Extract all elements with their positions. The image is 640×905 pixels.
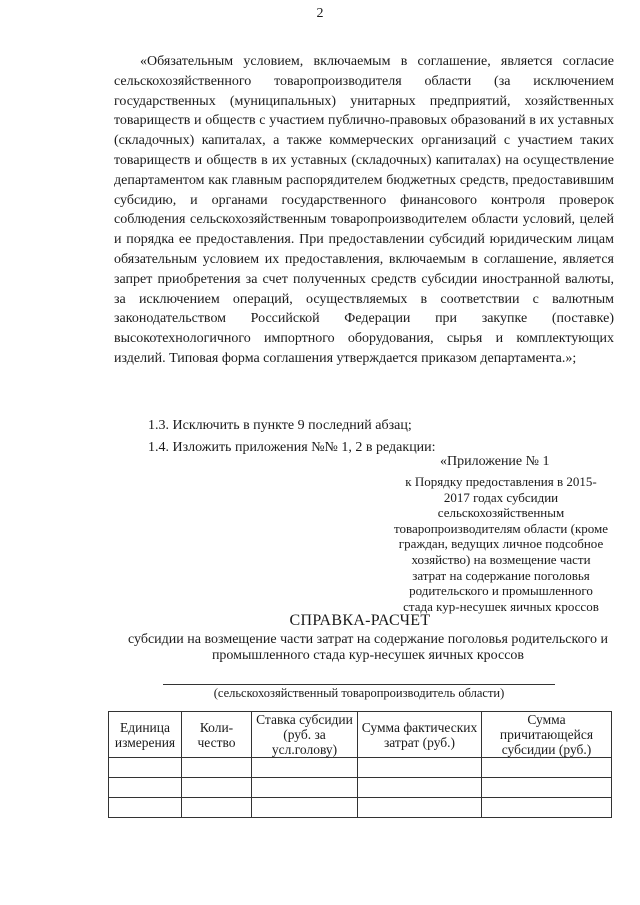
table-cell[interactable] <box>358 798 482 818</box>
table-cell[interactable] <box>252 798 358 818</box>
table-cell[interactable] <box>252 758 358 778</box>
table-row <box>109 758 612 778</box>
table-cell[interactable] <box>358 758 482 778</box>
table-cell[interactable] <box>182 798 252 818</box>
table-row <box>109 798 612 818</box>
table-row <box>109 778 612 798</box>
table-header-row <box>109 712 612 758</box>
appendix-title: «Приложение № 1 <box>440 454 550 469</box>
header-subsidy-due: Сумма причитающейся субсидии (руб.) <box>482 712 612 758</box>
table-cell[interactable] <box>182 758 252 778</box>
calculation-table <box>108 711 612 818</box>
producer-fill-line[interactable] <box>163 684 555 685</box>
list-item-1-3: 1.3. Исключить в пункте 9 последний абзац; <box>148 418 412 433</box>
header-unit: Единица измерения <box>109 712 182 758</box>
table-cell[interactable] <box>109 758 182 778</box>
table-cell[interactable] <box>482 798 612 818</box>
table-cell[interactable] <box>252 778 358 798</box>
producer-caption: (сельскохозяйственный товаропроизводитель области) <box>213 686 505 700</box>
table-cell[interactable] <box>109 778 182 798</box>
table-cell[interactable] <box>482 758 612 778</box>
form-heading: СПРАВКА-РАСЧЕТ <box>289 612 431 629</box>
header-rate: Ставка субсидии (руб. за усл.голову) <box>252 712 358 758</box>
header-quantity: Коли-чество <box>182 712 252 758</box>
list-item-1-4: 1.4. Изложить приложения №№ 1, 2 в редакции: <box>148 440 436 455</box>
form-subheading: субсидии на возмещение части затрат на содержание поголовья родительского и промышленного стада кур-несушек яичных кроссов <box>128 632 608 663</box>
appendix-description: к Порядку предоставления в 2015-2017 годах субсидии сельскохозяйственным товаропроизводителям области (кроме граждан, ведущих личное подсобное хозяйство) на возмещение части затрат на содержание поголовья родительского и промышленного стада кур-несушек яичных кроссов <box>393 474 609 614</box>
page-number: 2 <box>316 6 324 21</box>
table-cell[interactable] <box>482 778 612 798</box>
body-paragraph: «Обязательным условием, включаемым в соглашение, является согласие сельскохозяйственного товаропроизводителя области (за исключением государственных (муниципальных) унитарных предприятий, хозяйственных товариществ и обществ с участием публично-правовых образований в их уставных (складочных) капиталах, а также коммерческих организаций с участием таких товариществ и обществ в их уставных (складочных) капиталах) на осуществление департаментом как главным распорядителем бюджетных средств, предоставившим субсидию, и органами государственного финансового контроля проверок соблюдения сельскохозяйственным товаропроизводителем области условий, целей и порядка ее предоставления. При предоставлении субсидий юридическим лицам обязательным условием их предоставления, включаемым в соглашение, является запрет приобретения за счет полученных средств субсидии иностранной валюты, за исключением операций, осуществляемых в соответствии с валютным законодательством Российской Федерации при закупке (поставке) высокотехнологичного импортного оборудования, сырья и комплектующих изделий. Типовая форма соглашения утверждается приказом департамента.»; <box>114 54 614 366</box>
header-actual-costs: Сумма фактических затрат (руб.) <box>358 712 482 758</box>
table-cell[interactable] <box>109 798 182 818</box>
table-cell[interactable] <box>182 778 252 798</box>
table-cell[interactable] <box>358 778 482 798</box>
